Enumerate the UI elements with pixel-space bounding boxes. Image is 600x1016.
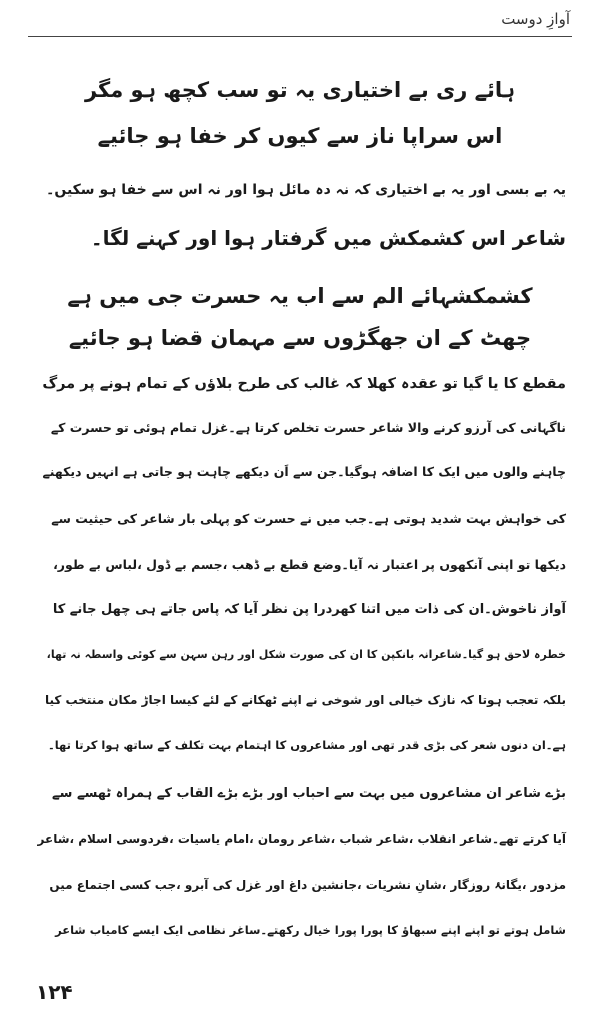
verse-line: ہائے ری بے اختیاری یہ تو سب کچھ ہو مگر [84,78,516,102]
prose-line: بڑے شاعر ان مشاعروں میں بہت سے احباب اور بڑے بڑے القاب کے ہمراہ ٹھسے سے [52,786,566,801]
prose-line: ہے۔ان دنوں شعر کی بڑی قدر تھی اور مشاعروں کا اہتمام بہت تکلف کے ساتھ ہوا کرتا تھا۔ [47,738,566,752]
prose-line: ناگہانی کی آرزو کرنے والا شاعر حسرت تخلص کرتا ہے۔غزل تمام ہوئی تو حسرت کے [50,420,566,435]
page-number: ۱۲۴ [36,980,73,1004]
verse-line: اس سراپا ناز سے کیوں کر خفا ہو جائیے [97,124,503,148]
prose-line: بلکہ تعجب ہوتا کہ نازک خیالی اور شوخی نے اپنے ٹھکانے کے لئے کیسا اجاڑ مکان منتخب کیا [44,693,566,707]
prose-line: آواز ناخوش۔ان کی ذات میں اتنا کھردرا پن نظر آیا کہ پاس جاتے ہی چھل جانے کا [52,602,566,617]
prose-line: آیا کرتے تھے۔شاعر انقلاب ،شاعر شباب ،شاعر رومان ،امام یاسیات ،فردوسی اسلام ،شاعر [37,832,566,846]
prose-line: مقطع کا یا گیا تو عقدہ کھلا کہ غالب کی طرح بلاؤں کے تمام ہونے پر مرگ [42,376,566,392]
prose-line: کی خواہش بہت شدید ہوتی ہے۔جب میں نے حسرت کو پہلی بار شاعر کی حیثیت سے [51,511,566,526]
verse-line: چھٹ کے ان جھگڑوں سے مہمان قضا ہو جائیے [68,326,532,350]
prose-line: یہ بے بسی اور یہ بے اختیاری کہ نہ دہ مائل ہوا اور نہ اس سے خفا ہو سکیں۔ [46,182,566,198]
prose-line: شاعر اس کشمکش میں گرفتار ہوا اور کہنے لگا۔ [90,226,566,250]
prose-line: شامل ہوتے تو اپنے اپنے سبھاؤ کا پورا پورا خیال رکھتے۔ساغر نظامی ایک ایسے کامیاب شاعر [55,923,566,937]
prose-line: مزدور ،یگانۂ روزگار ،شانِ نشریات ،جانشین داغ اور غزل کی آبرو ،جب کسی اجتماع میں [49,878,566,892]
prose-line: دیکھا تو اپنی آنکھوں پر اعتبار نہ آیا۔وضع قطع بے ڈھب ،جسم بے ڈول ،لباس بے طور، [53,557,566,572]
running-header: آوازِ دوست [501,10,570,28]
header-rule [28,36,572,37]
prose-line: چاہنے والوں میں ایک کا اضافہ ہوگیا۔جن سے اَن دیکھے چاہت ہو جاتی ہے انہیں دیکھنے [42,464,566,479]
verse-line: کشمکشہائے الم سے اب یہ حسرت جی میں ہے [67,284,533,308]
prose-line: خطرہ لاحق ہو گیا۔شاعرانہ بانکپن کا ان کی صورت شکل اور رہن سہن سے کوئی واسطہ نہ تھا، [46,648,566,661]
